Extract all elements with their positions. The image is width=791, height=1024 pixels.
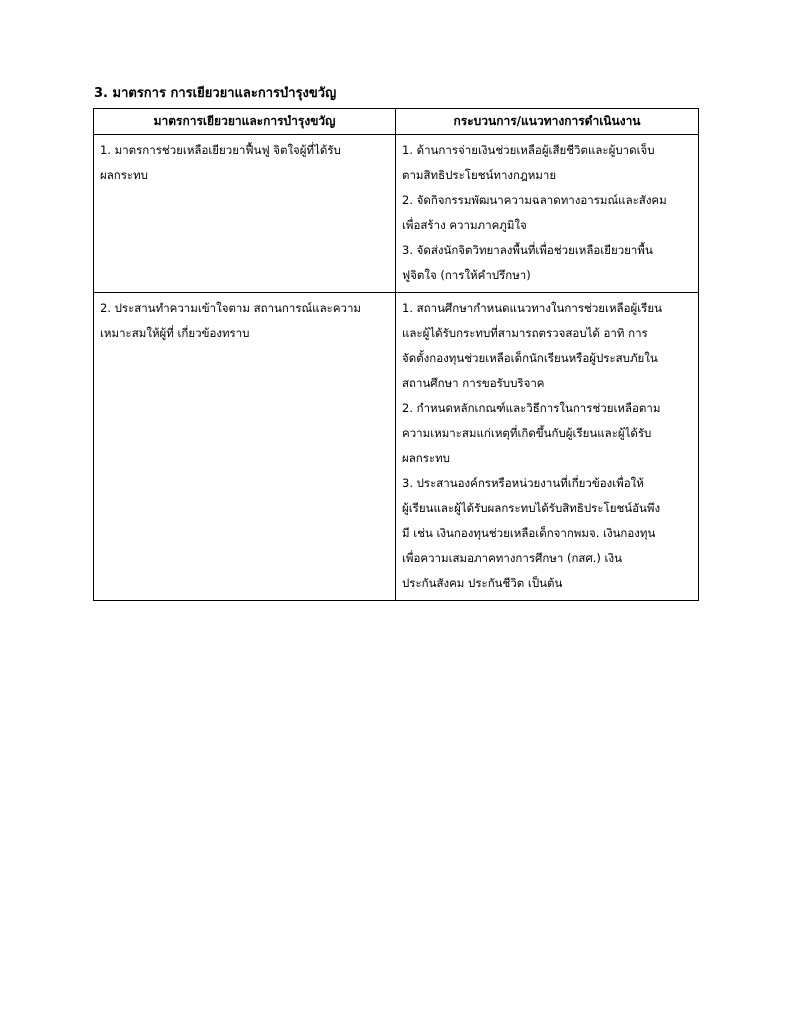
measures-table: [93, 108, 699, 601]
measure-line: 1. มาตรการช่วยเหลือเยียวยาฟื้นฟู จิตใจผู้ที่ได้รับ: [100, 143, 341, 157]
process-line: ประกันสังคม ประกันชีวิต เป็นต้น: [402, 576, 563, 590]
process-line: 1. สถานศึกษากำหนดแนวทางในการช่วยเหลือผู้เรียน: [402, 301, 662, 315]
process-line: ความเหมาะสมแก่เหตุที่เกิดขึ้นกับผู้เรียนและผู้ได้รับ: [402, 426, 652, 440]
process-line: ฟูจิตใจ (การให้คำปรึกษา): [402, 268, 531, 282]
process-line: 3. ประสานองค์กรหรือหน่วยงานที่เกี่ยวข้องเพื่อให้: [402, 476, 644, 490]
measure-cell: [94, 293, 396, 601]
process-line: เพื่อสร้าง ความภาคภูมิใจ: [402, 218, 527, 232]
table-row: [94, 293, 699, 601]
table-row: [94, 135, 699, 293]
process-cell: [396, 135, 699, 293]
table-header-row: [94, 109, 699, 135]
process-line: เพื่อความเสมอภาคทางการศึกษา (กสศ.) เงิน: [402, 551, 622, 565]
measure-line: ผลกระทบ: [100, 168, 148, 182]
header-measures: มาตรการเยียวยาและการบำรุงขวัญ: [94, 109, 396, 135]
section-title: 3. มาตรการ การเยียวยาและการบำรุงขวัญ: [94, 86, 337, 101]
process-line: 1. ด้านการจ่ายเงินช่วยเหลือผู้เสียชีวิตและผู้บาดเจ็บ: [402, 143, 655, 157]
process-line: จัดตั้งกองทุนช่วยเหลือเด็กนักเรียนหรือผู้ประสบภัยใน: [402, 351, 658, 365]
process-line: ตามสิทธิประโยชน์ทางกฎหมาย: [402, 168, 557, 182]
process-line: ผู้เรียนและผู้ได้รับผลกระทบได้รับสิทธิประโยชน์อันพึง: [402, 501, 661, 515]
process-line: สถานศึกษา การขอรับบริจาค: [402, 376, 545, 390]
measure-cell: [94, 135, 396, 293]
measure-line: 2. ประสานทำความเข้าใจตาม สถานการณ์และความ: [100, 301, 362, 315]
process-cell: [396, 293, 699, 601]
process-line: 2. จัดกิจกรรมพัฒนาความฉลาดทางอารมณ์และสังคม: [402, 193, 667, 207]
header-process: กระบวนการ/แนวทางการดำเนินงาน: [396, 109, 699, 135]
process-line: 2. กำหนดหลักเกณฑ์และวิธีการในการช่วยเหลือตาม: [402, 401, 661, 415]
process-line: 3. จัดส่งนักจิตวิทยาลงพื้นที่เพื่อช่วยเหลือเยียวยาพื้น: [402, 243, 653, 257]
measure-line: เหมาะสมให้ผู้ที่ เกี่ยวข้องทราบ: [100, 326, 250, 340]
process-line: ผลกระทบ: [402, 451, 450, 465]
process-line: และผู้ได้รับกระทบที่สามารถตรวจสอบได้ อาทิ การ: [402, 326, 648, 340]
process-line: มี เช่น เงินกองทุนช่วยเหลือเด็กจากพมจ. เงินกองทุน: [402, 526, 656, 540]
